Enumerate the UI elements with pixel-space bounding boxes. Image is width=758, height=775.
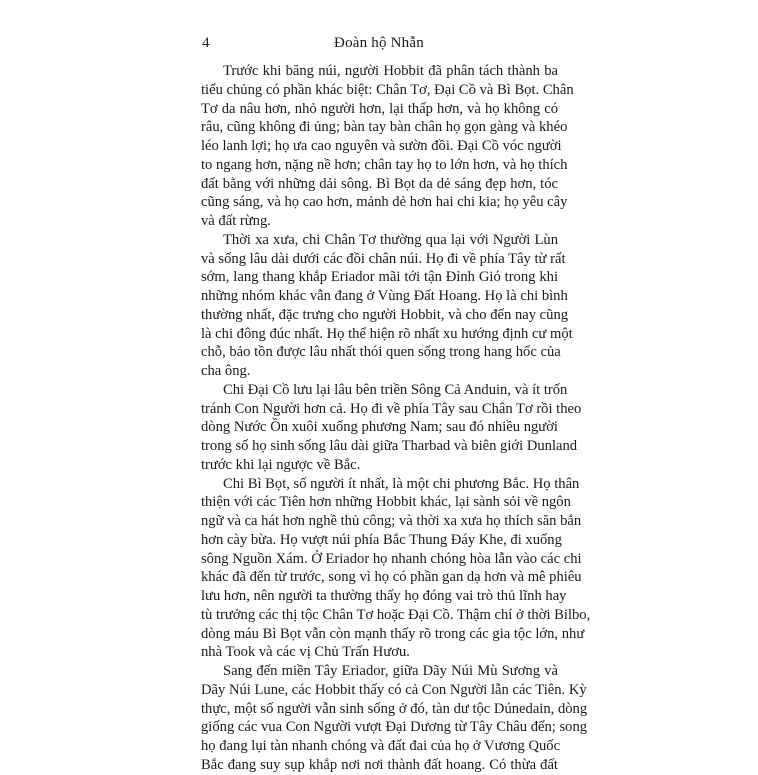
text-line: Thời xa xưa, chi Chân Tơ thường qua lại với Người Lùn <box>223 231 558 248</box>
paragraph-2 <box>201 231 573 381</box>
paragraph-4 <box>201 475 591 663</box>
text-line: lưu hơn, nên người ta thường thấy họ đóng vai trò thủ lĩnh hay <box>201 588 567 604</box>
text-line: nhà Took và các vị Chủ Trấn Hươu. <box>201 644 410 661</box>
text-line: sớm, lang thang khắp Eriador mãi tới tận Đỉnh Gió trong khi <box>201 269 558 286</box>
body-text <box>201 62 591 775</box>
text-line: những nhóm khác vẫn đang ở Vùng Đất Hoang. Họ là chi bình <box>201 288 568 304</box>
text-line: ngữ và ca hát hơn nghề thủ công; và thời xa xưa họ thích săn bắn <box>201 513 582 529</box>
text-line: hơn cày bừa. Họ vượt núi phía Bắc Thung Đáy Khe, đi xuống <box>201 531 562 548</box>
paragraph-1 <box>201 62 574 231</box>
paragraph-5 <box>201 662 588 775</box>
text-line: sông Nguồn Xám. Ở Eriador họ nhanh chóng hòa lẫn vào các chi <box>201 550 582 567</box>
text-line: họ đang lụi tàn nhanh chóng và đất đai của họ ở Vương Quốc <box>201 738 561 754</box>
paragraph-3 <box>201 381 582 475</box>
text-line: giống các vua Con Người vượt Đại Dương từ Tây Châu đến; song <box>201 719 588 736</box>
text-line: thiện với các Tiên hơn những Hobbit khác, lại sành sỏi về ngôn <box>201 494 571 511</box>
text-line: và sống lâu dài dưới các đồi chân núi. Họ đi về phía Tây từ rất <box>201 250 566 267</box>
text-line: cũng sáng, và họ cao hơn, mảnh dẻ hơn hai chi kia; họ yêu cây <box>201 194 568 211</box>
text-line: Chi Đại Cồ lưu lại lâu bên triền Sông Cả Anduin, và ít trốn <box>223 381 568 398</box>
text-line: Trước khi băng núi, người Hobbit đã phân tách thành ba <box>223 63 558 79</box>
text-line: Bắc đang suy sụp khắp nơi nơi thành đất hoang. Có thừa đất <box>201 756 558 773</box>
text-line: và đất rừng. <box>201 213 271 229</box>
text-line: léo lanh lợi; họ ưa cao nguyên và sườn đồi. Đại Cồ vóc người <box>201 138 562 154</box>
text-line: to ngang hơn, nặng nề hơn; chân tay họ to lớn hơn, và họ thích <box>201 156 568 173</box>
text-line: râu, cũng không đi ủng; bàn tay bàn chân họ gọn gàng và khéo <box>201 119 568 136</box>
text-line: dòng máu Bì Bọt vẫn còn mạnh thấy rõ trong các gia tộc lớn, như <box>201 625 585 642</box>
text-line: tránh Con Người hơn cả. Họ đi về phía Tây sau Chân Tơ rồi theo <box>201 400 582 417</box>
text-line: Tơ da nâu hơn, nhỏ người hơn, lại thấp hơn, và họ không có <box>201 100 558 117</box>
text-line: trước khi lại ngược về Bắc. <box>201 456 361 473</box>
text-line: Chi Bì Bọt, số người ít nhất, là một chi phương Bắc. Họ thân <box>223 475 580 492</box>
text-line: trong số họ sinh sống lâu dài giữa Tharbad và biên giới Dunland <box>201 438 578 454</box>
page-number: 4 <box>202 35 210 51</box>
text-line: tù trưởng các thị tộc Chân Tơ hoặc Đại Cồ. Thậm chí ở thời Bilbo, <box>201 606 591 623</box>
text-line: khác đã đến từ trước, song vì họ có phần gan dạ hơn và mê phiêu <box>201 569 582 586</box>
text-line: dòng Nước Ồn xuôi xuống phương Nam; sau đó nhiều người <box>201 419 558 436</box>
text-line: chỗ, bảo tồn được lâu nhất thói quen sống trong hang hốc của <box>201 344 561 361</box>
text-line: Dãy Núi Lune, các Hobbit thấy có cả Con Người lẫn các Tiên. Kỳ <box>201 681 587 698</box>
text-line: Sang đến miền Tây Eriador, giữa Dãy Núi Mù Sương và <box>223 663 558 679</box>
text-line: tiểu chủng có phần khác biệt: Chân Tơ, Đại Cồ và Bì Bọt. Chân <box>201 81 574 98</box>
text-line: thực, một số người vẫn sinh sống ở đó, tàn dư tộc Dúnedain, dòng <box>201 700 588 717</box>
running-title: Đoàn hộ Nhẫn <box>334 35 424 51</box>
text-line: cha ông. <box>201 363 251 379</box>
text-line: đất bằng với những dải sông. Bì Bọt da dẻ sáng đẹp hơn, tóc <box>201 175 558 192</box>
text-line: thường nhất, đặc trưng cho người Hobbit, và cho đến nay cũng <box>201 306 569 323</box>
text-line: là chi đông đúc nhất. Họ thể hiện rõ nhất xu hướng định cư một <box>201 325 573 342</box>
